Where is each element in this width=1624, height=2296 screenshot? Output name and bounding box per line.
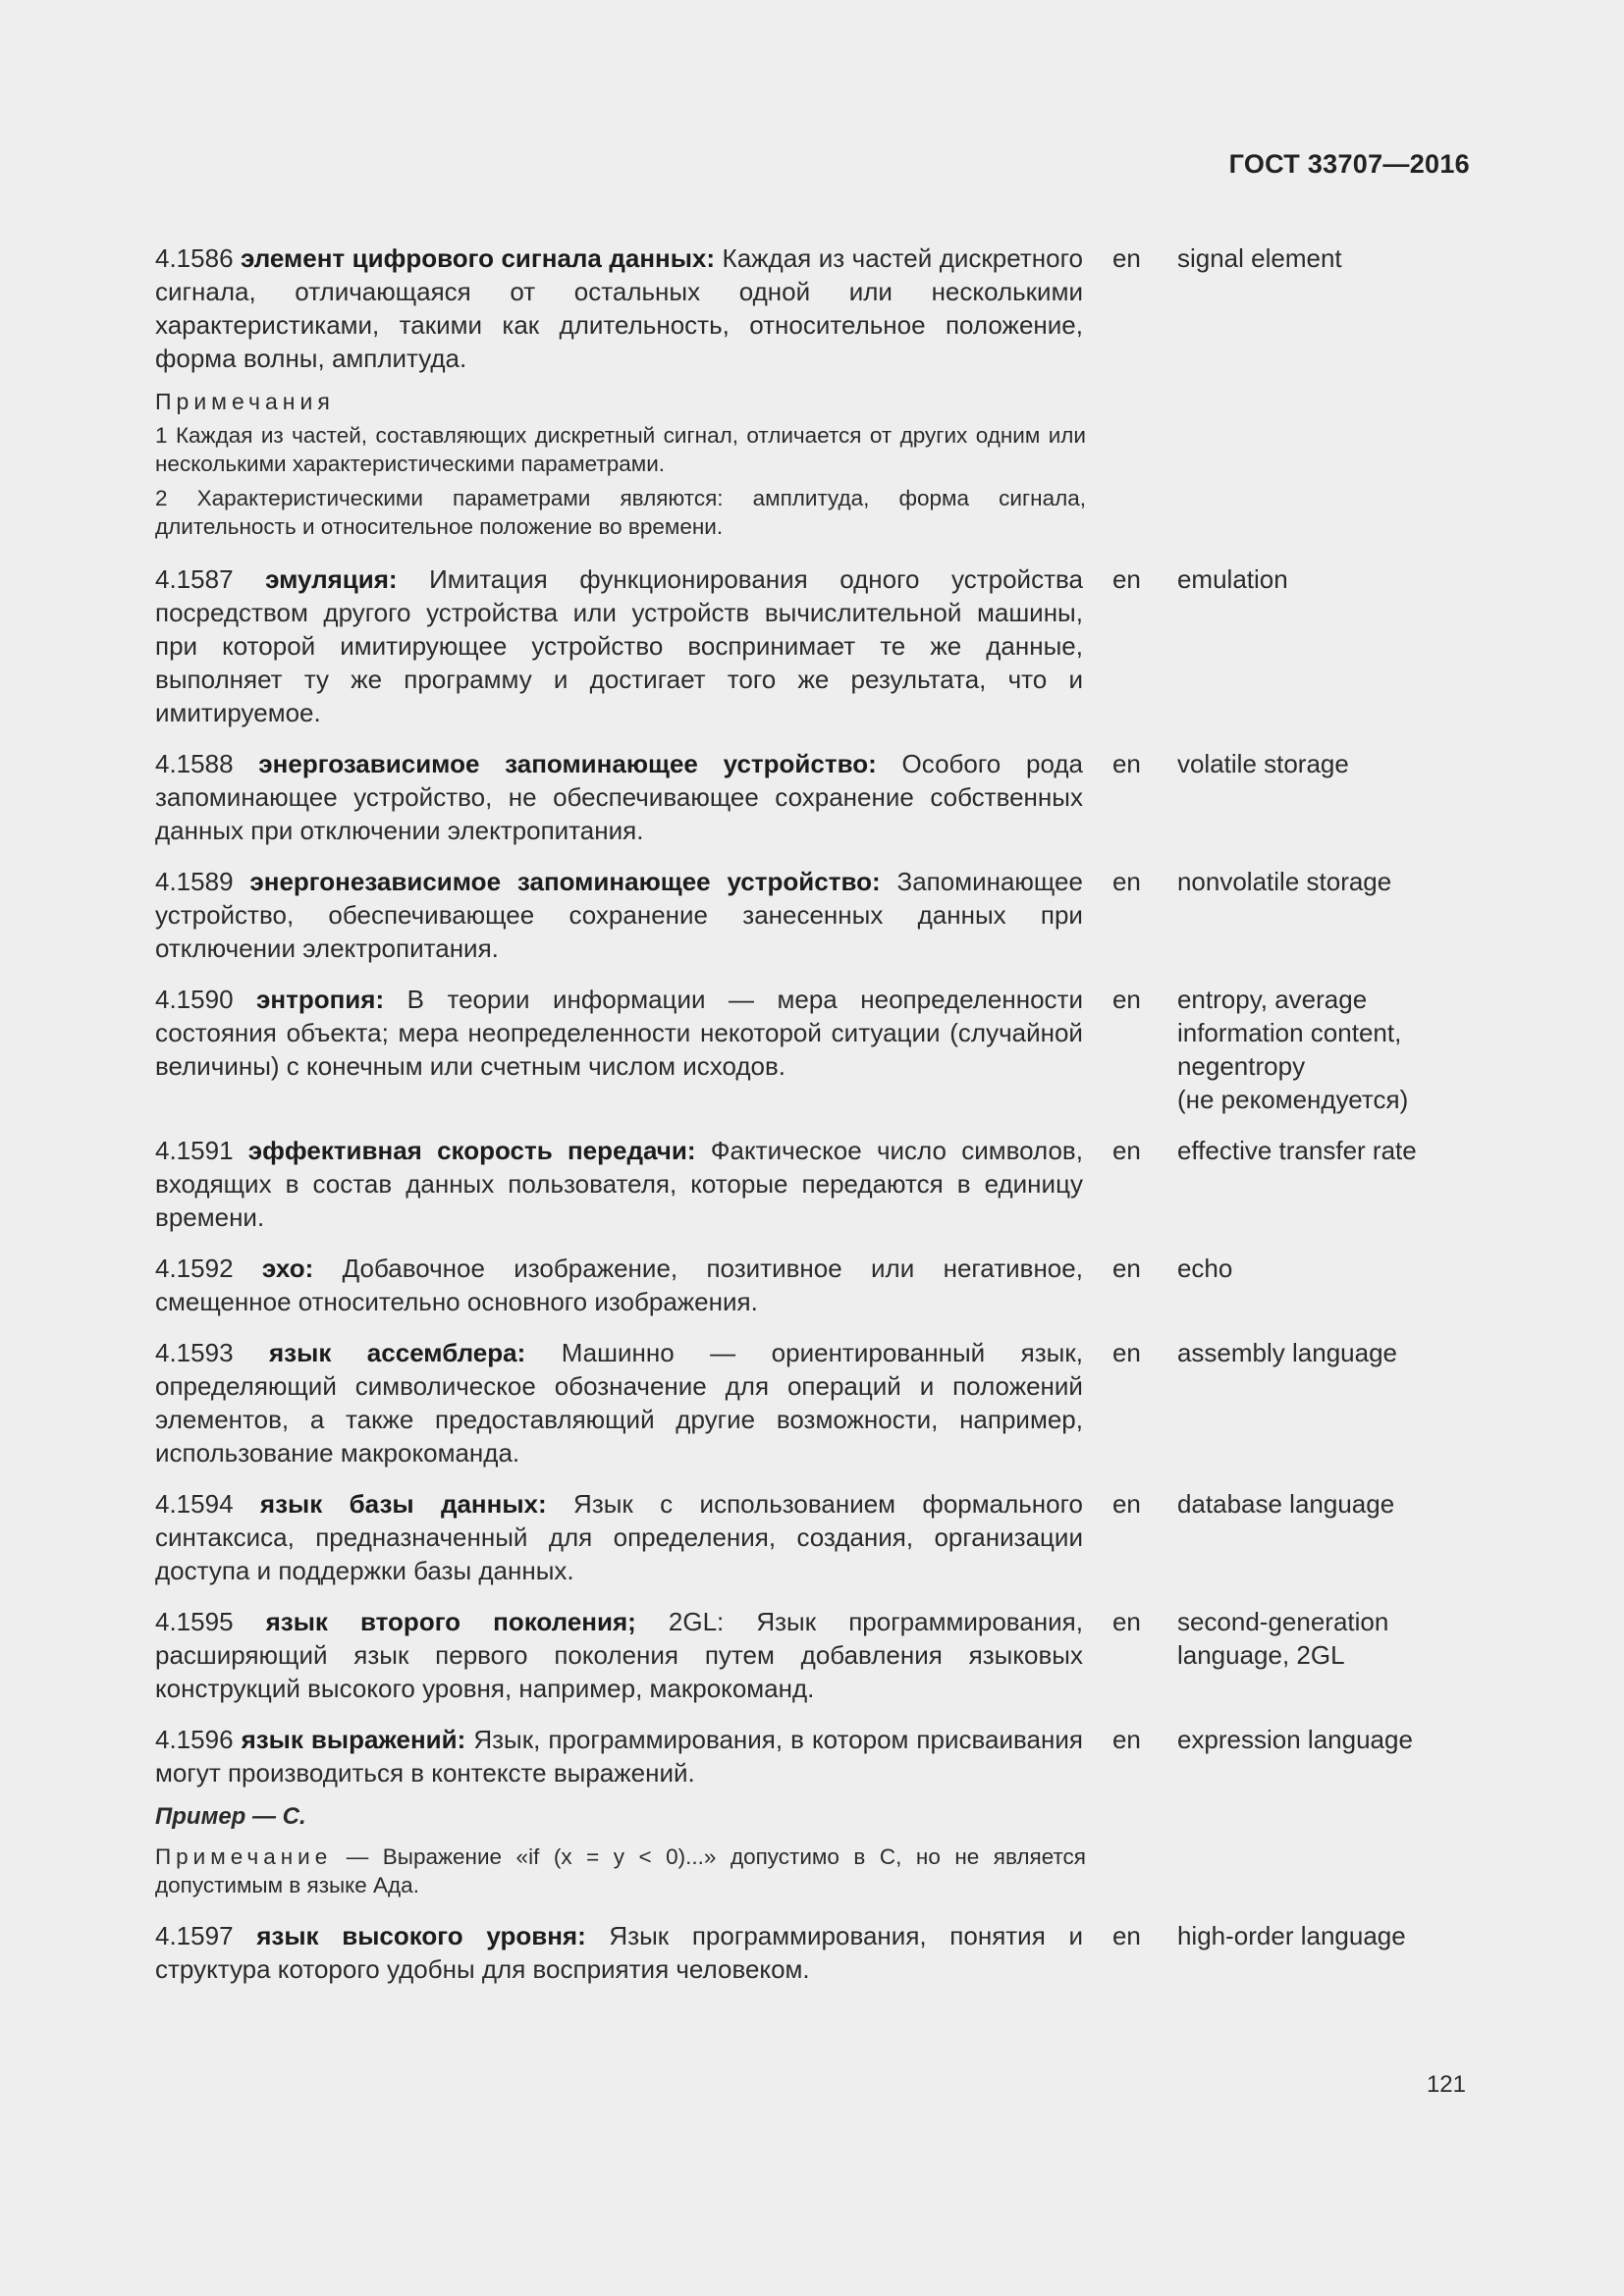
term-definition: [155, 747, 1083, 847]
english-term-line: negentropy: [1176, 1051, 1306, 1081]
term-entry-4-1597: [155, 1919, 1471, 1986]
term-definition: [155, 1336, 1083, 1469]
language-code: en: [1111, 1921, 1141, 1950]
notes-label: Примечания: [155, 389, 335, 414]
term-title: язык второго поколения;: [265, 1607, 636, 1636]
english-equivalent: [1177, 747, 1471, 780]
term-text: Язык программирования, понятия и структура которого удобны для восприятия человеком.: [155, 1921, 1083, 1984]
term-entry-4-1595: [155, 1605, 1471, 1705]
term-title: язык базы данных:: [259, 1489, 547, 1519]
english-term-line: nonvolatile storage: [1176, 867, 1392, 896]
language-code: en: [1111, 243, 1141, 273]
term-title: элемент цифрового сигнала данных:: [241, 243, 716, 273]
term-text: Каждая из частей дискретного сигнала, отличающаяся от остальных одной или несколькими характеристиками, такими как длительность, относительное положение, форма волны, амплитуда.: [155, 243, 1083, 373]
note-label: Примечание: [155, 1844, 333, 1869]
english-equivalent: [1177, 865, 1471, 898]
term-definition: [155, 1919, 1083, 1986]
term-number: 4.1587: [155, 564, 234, 594]
page-number: 121: [1426, 2071, 1466, 2098]
english-term-line: (не рекомендуется): [1176, 1085, 1409, 1114]
term-definition: [155, 983, 1083, 1083]
language-code: en: [1111, 1136, 1141, 1165]
english-equivalent: [1177, 1487, 1471, 1521]
terms-list: [155, 241, 1471, 1986]
term-title: энергозависимое запоминающее устройство:: [258, 749, 877, 778]
english-term-line: assembly language: [1176, 1338, 1398, 1367]
term-text: Фактическое число символов, входящих в состав данных пользователя, которые передаются в единицу времени.: [155, 1136, 1083, 1232]
term-title: энергонезависимое запоминающее устройство:: [249, 867, 881, 896]
english-term-line: emulation: [1176, 564, 1288, 594]
english-term-line: volatile storage: [1176, 749, 1349, 778]
term-entry-4-1596: [155, 1723, 1471, 1789]
english-term-line: information content,: [1176, 1018, 1402, 1047]
term-title: эффективная скорость передачи:: [247, 1136, 696, 1165]
term-definition: [155, 1723, 1083, 1789]
term-text: В теории информации — мера неопределенности состояния объекта; мера неопределенности некоторой ситуации (случайной величины) с конечным или счетным числом исходов.: [155, 985, 1083, 1081]
term-number: 4.1588: [155, 749, 234, 778]
document-code-header: ГОСТ 33707—2016: [1228, 149, 1470, 179]
term-number: 4.1593: [155, 1338, 234, 1367]
note-item: 1 Каждая из частей, составляющих дискретный сигнал, отличается от других одним или несколькими характеристическими параметрами.: [155, 423, 1086, 476]
english-term-line: echo: [1176, 1254, 1233, 1283]
term-entry-4-1586: [155, 241, 1471, 375]
english-equivalent: [1177, 241, 1471, 275]
language-code: en: [1111, 749, 1141, 778]
term-entry-4-1587: [155, 562, 1471, 729]
term-text: Особого рода запоминающее устройство, не обеспечивающее сохранение собственных данных при отключении электропитания.: [155, 749, 1083, 845]
english-term-line: signal element: [1176, 243, 1342, 273]
term-title: эхо:: [261, 1254, 314, 1283]
note-text: [155, 1842, 1086, 1899]
note-item: 2 Характеристическими параметрами являются: амплитуда, форма сигнала, длительность и относительное положение во времени.: [155, 486, 1086, 539]
term-number: 4.1592: [155, 1254, 234, 1283]
term-entry-4-1593: [155, 1336, 1471, 1469]
english-term-line: entropy, average: [1176, 985, 1368, 1014]
term-text: Добавочное изображение, позитивное или негативное, смещенное относительно основного изображения.: [155, 1254, 1083, 1316]
term-number: 4.1591: [155, 1136, 234, 1165]
term-title: энтропия:: [256, 985, 385, 1014]
note-body: — Выражение «if (x = y < 0)...» допустимо в С, но не является допустимым в языке Ада.: [155, 1844, 1086, 1897]
language-code: en: [1111, 1725, 1141, 1754]
english-equivalent: [1177, 983, 1471, 1116]
term-definition: [155, 1252, 1083, 1318]
term-text: Имитация функционирования одного устройства посредством другого устройства или устройств вычислительной машины, при которой имитирующее устройство воспринимает те же данные, выполняет ту же программу и достигает того же результата, что и имитируемое.: [155, 564, 1083, 727]
term-definition: [155, 241, 1083, 375]
language-code: en: [1111, 564, 1141, 594]
term-entry-4-1590: [155, 983, 1471, 1116]
english-equivalent: [1177, 562, 1471, 596]
term-number: 4.1586: [155, 243, 234, 273]
language-code: en: [1111, 985, 1141, 1014]
language-code: en: [1111, 1338, 1141, 1367]
term-definition: [155, 1605, 1083, 1705]
term-definition: [155, 865, 1083, 965]
english-equivalent: [1177, 1134, 1471, 1167]
term-text: Запоминающее устройство, обеспечивающее сохранение занесенных данных при отключении электропитания.: [155, 867, 1083, 963]
term-definition: [155, 1134, 1083, 1234]
language-code: en: [1111, 867, 1141, 896]
term-number: 4.1596: [155, 1725, 234, 1754]
term-number: 4.1590: [155, 985, 234, 1014]
term-title: язык ассемблера:: [269, 1338, 526, 1367]
english-term-line: effective transfer rate: [1176, 1136, 1417, 1165]
term-text: Язык с использованием формального синтаксиса, предназначенный для определения, создания, организации доступа и поддержки базы данных.: [155, 1489, 1083, 1585]
term-text: 2GL: Язык программирования, расширяющий язык первого поколения путем добавления языковых конструкций высокого уровня, например, макрокоманд.: [155, 1607, 1083, 1703]
example-text: Пример — С.: [155, 1803, 306, 1830]
term-entry-4-1591: [155, 1134, 1471, 1234]
term-number: 4.1589: [155, 867, 234, 896]
english-term-line: expression language: [1176, 1725, 1413, 1754]
term-entry-4-1588: [155, 747, 1471, 847]
language-code: en: [1111, 1254, 1141, 1283]
term-title: язык выражений:: [241, 1725, 466, 1754]
term-number: 4.1594: [155, 1489, 234, 1519]
english-term-line: language, 2GL: [1176, 1640, 1345, 1670]
term-definition: [155, 1487, 1083, 1587]
english-term-line: high-order language: [1176, 1921, 1406, 1950]
language-code: en: [1111, 1489, 1141, 1519]
term-number: 4.1597: [155, 1921, 234, 1950]
term-title: язык высокого уровня:: [256, 1921, 586, 1950]
term-entry-4-1589: [155, 865, 1471, 965]
term-text: Машинно — ориентированный язык, определяющий символическое обозначение для операций и положений элементов, а также предоставляющий другие возможности, например, использование макрокоманда.: [155, 1338, 1083, 1468]
english-equivalent: [1177, 1919, 1471, 1952]
term-entry-4-1594: [155, 1487, 1471, 1587]
language-code: en: [1111, 1607, 1141, 1636]
term-definition: [155, 562, 1083, 729]
term-title: эмуляция:: [265, 564, 398, 594]
term-number: 4.1595: [155, 1607, 234, 1636]
english-term-line: second-generation: [1176, 1607, 1389, 1636]
english-equivalent: [1177, 1252, 1471, 1285]
term-entry-4-1592: [155, 1252, 1471, 1318]
english-equivalent: [1177, 1605, 1471, 1672]
term-text: Язык, программирования, в котором присваивания могут производиться в контексте выражений.: [155, 1725, 1083, 1788]
english-term-line: database language: [1176, 1489, 1395, 1519]
english-equivalent: [1177, 1336, 1471, 1369]
english-equivalent: [1177, 1723, 1471, 1756]
